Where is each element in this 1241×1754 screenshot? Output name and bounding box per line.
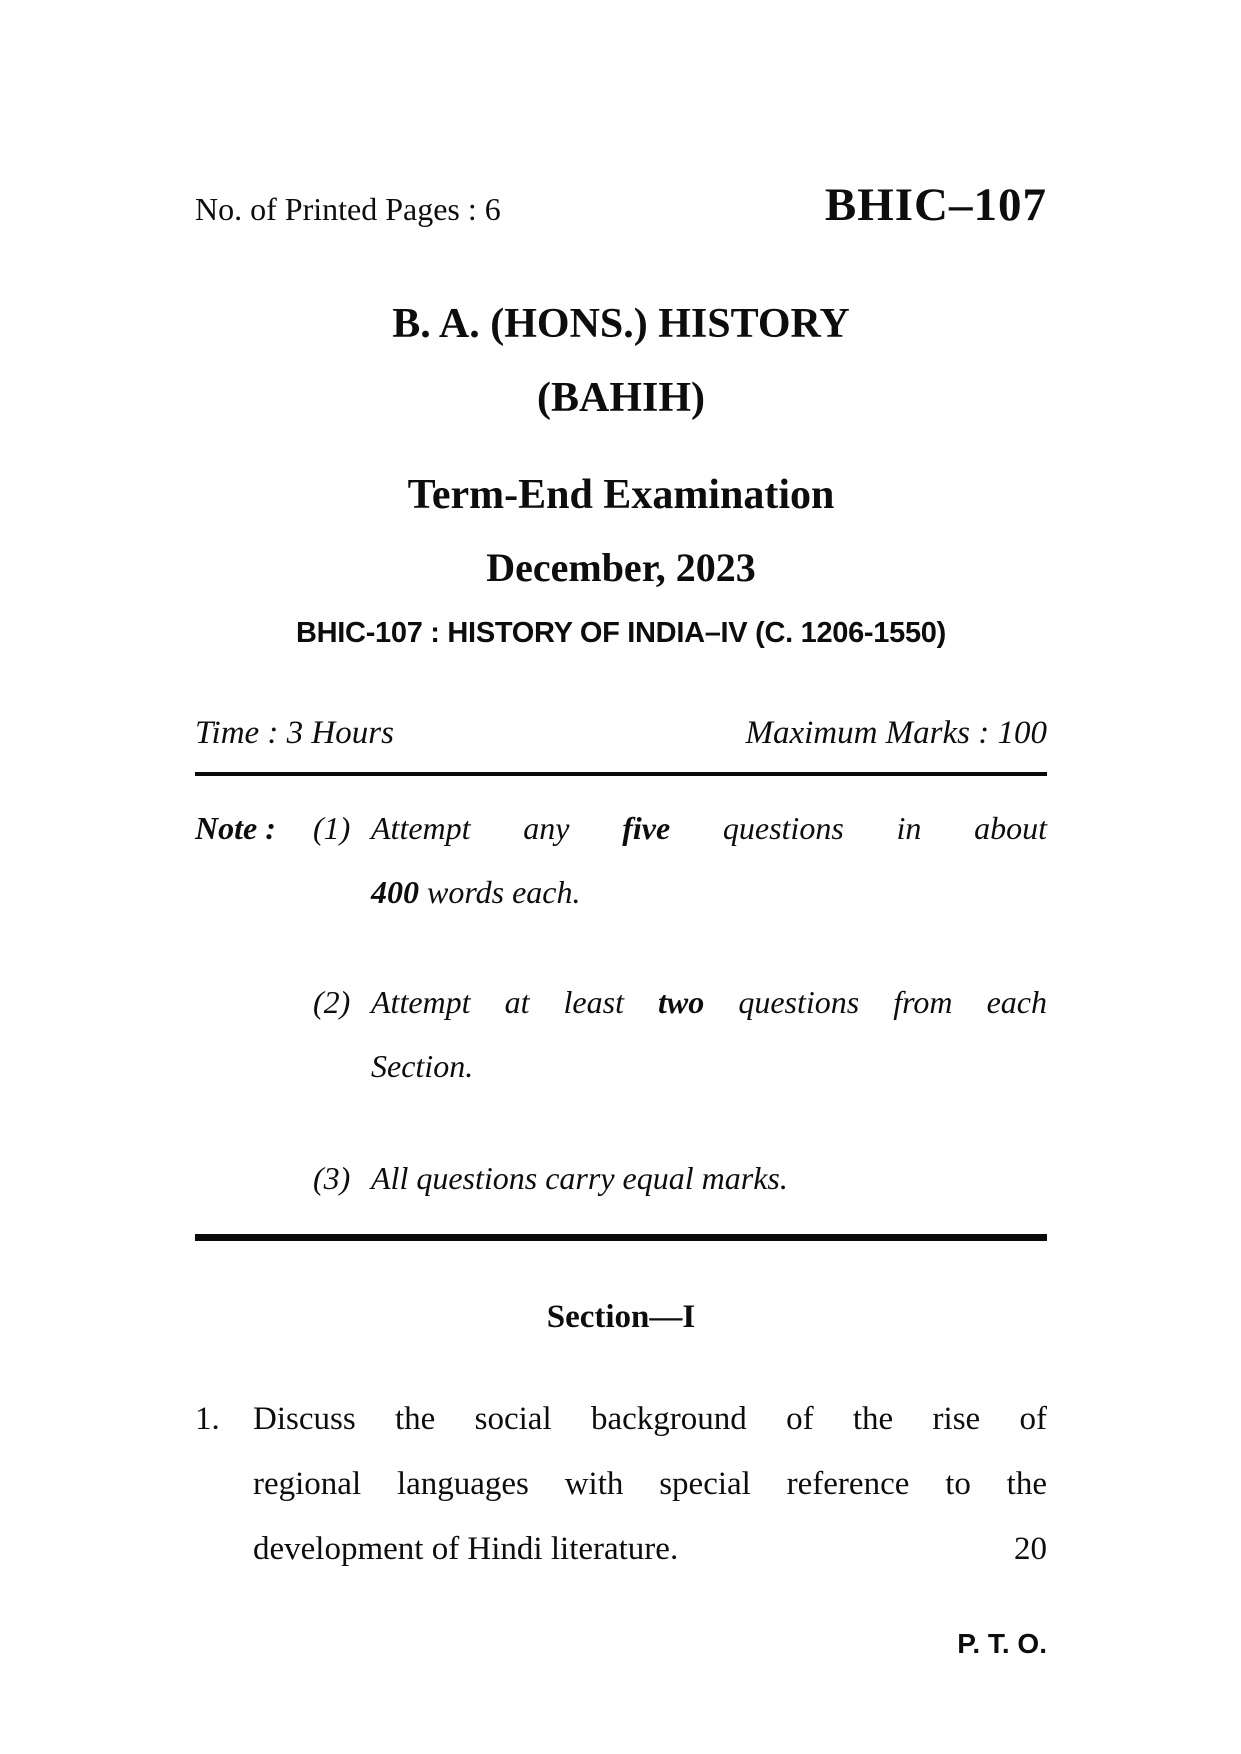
exam-title: Term-End Examination — [407, 471, 835, 518]
note-item-1 — [195, 796, 1047, 924]
exam-session: December, 2023 — [486, 544, 756, 590]
question-last-line — [253, 1517, 1047, 1582]
page-content — [195, 180, 1047, 1661]
note-line: Attempt at least two questions from each — [371, 983, 1048, 1020]
time-allowed: Time : 3 Hours — [195, 714, 394, 751]
horizontal-rule — [195, 772, 1047, 776]
note-item-text — [371, 970, 1047, 1098]
question-line: development of Hindi literature. — [253, 1530, 679, 1567]
note-item-2 — [195, 970, 1047, 1098]
maximum-marks: Maximum Marks : 100 — [745, 714, 1047, 751]
question-1 — [195, 1387, 1047, 1582]
printed-pages-label: No. of Printed Pages : 6 — [195, 191, 501, 227]
course-title: BHIC-107 : HISTORY OF INDIA–IV (C. 1206-1550) — [296, 616, 946, 649]
program-title: B. A. (HONS.) HISTORY — [392, 300, 850, 347]
question-marks: 20 — [1014, 1530, 1047, 1567]
paper-code: BHIC–107 — [824, 179, 1047, 231]
note-item-text — [371, 1146, 1047, 1210]
note-line: Attempt any five questions in about — [371, 809, 1048, 846]
note-item-3 — [195, 1146, 1047, 1210]
section-heading: Section—I — [546, 1298, 696, 1335]
note-label: Note : — [195, 809, 276, 846]
pto-label: P. T. O. — [957, 1627, 1047, 1659]
question-line: Discuss the social background of the rise of — [253, 1400, 1047, 1437]
question-text — [253, 1387, 1047, 1582]
program-code: (BAHIH) — [537, 374, 705, 421]
double-horizontal-rule — [195, 1234, 1047, 1241]
note-item-text — [371, 796, 1047, 924]
note-block — [195, 796, 1047, 1210]
page-header — [195, 180, 1047, 232]
question-line: regional languages with special reference to the — [253, 1465, 1047, 1502]
question-number: 1. — [195, 1400, 220, 1437]
note-line: 400 words each. — [371, 873, 581, 910]
note-item-number: (2) — [313, 983, 351, 1020]
note-line: Section. — [371, 1047, 474, 1084]
note-line: All questions carry equal marks. — [371, 1159, 788, 1196]
time-marks-row — [195, 713, 1047, 754]
note-item-number: (1) — [313, 809, 351, 846]
note-item-number: (3) — [313, 1159, 351, 1196]
